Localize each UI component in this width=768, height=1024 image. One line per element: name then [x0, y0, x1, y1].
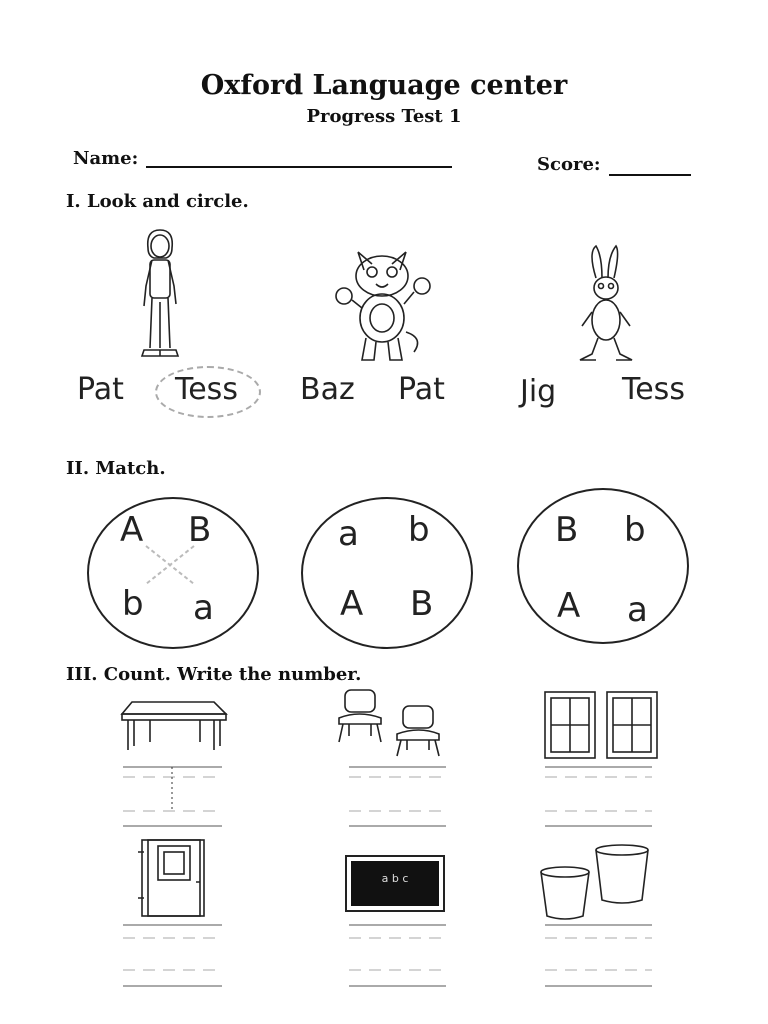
option-baz[interactable]: Baz [300, 372, 355, 407]
letter-B[interactable]: B [188, 510, 212, 550]
writing-area-chairs [349, 767, 446, 826]
letter-B[interactable]: B [410, 584, 434, 624]
letter-b[interactable]: b [408, 510, 430, 550]
worksheet-title: Oxford Language center [200, 70, 568, 101]
letter-B[interactable]: B [555, 510, 579, 550]
letter-a[interactable]: a [193, 588, 214, 628]
letter-A[interactable]: A [557, 586, 581, 626]
letter-A[interactable]: A [340, 584, 364, 624]
letter-a[interactable]: a [627, 590, 648, 630]
writing-area-windows [545, 767, 652, 826]
name-label: Name: [73, 148, 139, 169]
blackboard-text: a b c [351, 861, 439, 906]
worksheet-subtitle: Progress Test 1 [306, 106, 462, 127]
letter-a[interactable]: a [338, 514, 359, 554]
section-1-heading: I. Look and circle. [66, 191, 249, 212]
section-2-heading: II. Match. [66, 458, 166, 479]
section-3-heading: III. Count. Write the number. [66, 664, 362, 685]
option-tess-1[interactable]: Tess [175, 372, 238, 407]
writing-area-baskets [545, 925, 652, 986]
letter-b[interactable]: b [122, 584, 144, 624]
writing-area-blackboard [349, 925, 446, 986]
option-tess-2[interactable]: Tess [622, 372, 685, 407]
writing-area-door [123, 925, 222, 986]
option-pat-1[interactable]: Pat [77, 372, 124, 407]
score-label: Score: [537, 154, 601, 175]
writing-area-table [123, 767, 222, 826]
letter-A[interactable]: A [120, 510, 144, 550]
letter-b[interactable]: b [624, 510, 646, 550]
option-jig[interactable]: Jig [520, 374, 557, 409]
option-pat-2[interactable]: Pat [398, 372, 445, 407]
